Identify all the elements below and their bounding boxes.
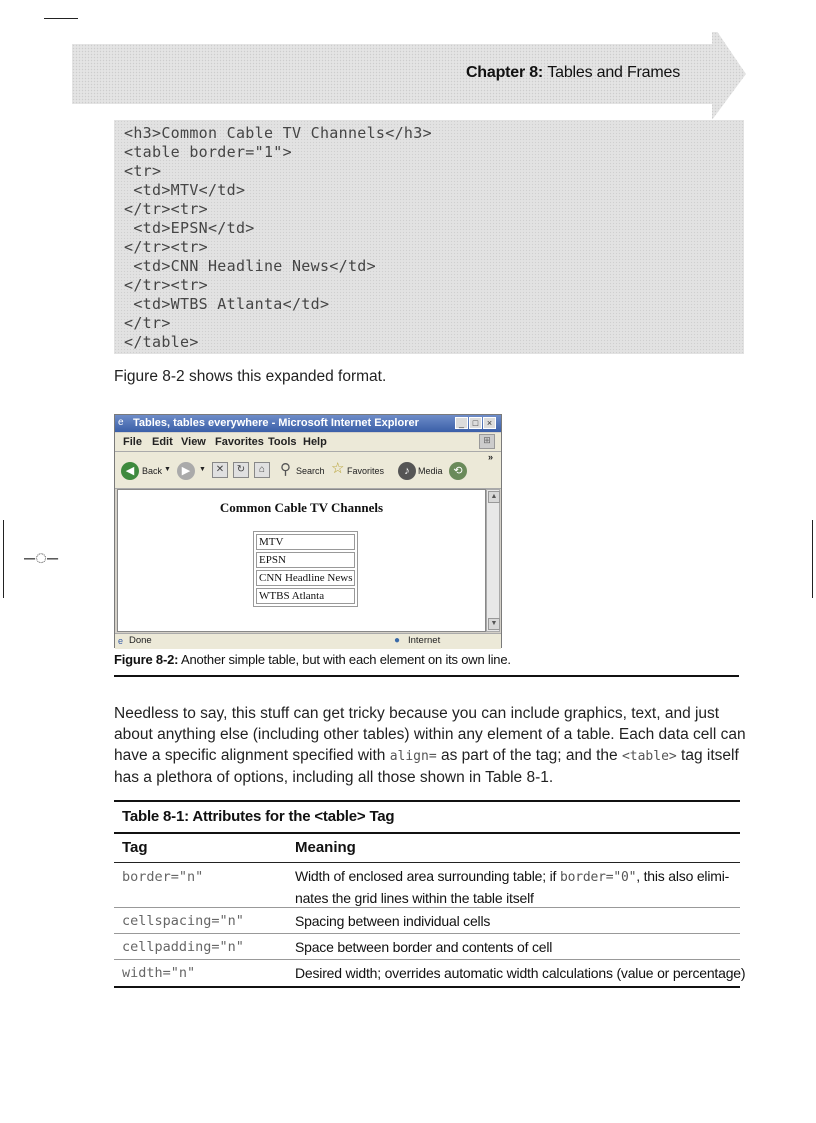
page-heading: Common Cable TV Channels [219, 500, 384, 515]
crop-line-right [812, 520, 813, 598]
menu-view[interactable]: View [181, 436, 206, 448]
crop-line-top [44, 18, 78, 19]
browser-toolbar [115, 452, 501, 489]
row-rule [114, 959, 740, 960]
paragraph-line [114, 745, 746, 767]
menu-bar [115, 433, 501, 452]
figure-caption-text: Another simple table, but with each element on its own line. [180, 652, 511, 667]
windows-logo-icon: ⊞ [479, 434, 495, 449]
table-cell: WTBS Atlanta [256, 588, 355, 604]
browser-titlebar [115, 415, 501, 432]
paragraph-line: Needless to say, this stuff can get tricky because you can include graphics, text, and just [114, 705, 720, 722]
media-button-label[interactable]: Media [418, 466, 443, 476]
paragraph-line: has a plethora of options, including all those shown in Table 8-1. [114, 769, 554, 786]
table-row [256, 588, 355, 604]
status-bar [115, 633, 501, 649]
favorites-button-label[interactable]: Favorites [347, 466, 385, 476]
favorites-star-icon[interactable]: ☆ [331, 460, 345, 477]
history-icon[interactable]: ⟲ [449, 462, 467, 480]
attr-meaning-cellspacing: Spacing between individual cells [295, 913, 491, 929]
search-button-label[interactable]: Search [296, 466, 325, 476]
code-line: </table> [124, 333, 199, 351]
menu-edit[interactable]: Edit [152, 436, 173, 448]
meaning-text: Width of enclosed area surrounding table; if [295, 868, 560, 884]
meaning-text: nates the grid lines within the table itself [295, 890, 534, 906]
scroll-up-icon[interactable]: ▲ [488, 491, 500, 503]
code-line: <td>WTBS Atlanta</td> [124, 295, 330, 313]
code-line: <td>EPSN</td> [124, 219, 255, 237]
code-listing [114, 120, 744, 354]
figure-caption [114, 652, 511, 667]
code-line: <td>CNN Headline News</td> [124, 257, 376, 275]
attr-tag-width: width="n" [122, 965, 196, 981]
chapter-label: Chapter 8: [465, 64, 544, 81]
refresh-icon[interactable]: ↻ [233, 462, 249, 478]
table-top-rule [114, 800, 740, 802]
browser-window [114, 414, 502, 648]
code-line: <td>MTV</td> [124, 181, 246, 199]
menu-favorites[interactable]: Favorites [215, 436, 264, 448]
body-paragraph [114, 703, 746, 788]
table-title: Table 8-1: Attributes for the <table> Tag [122, 808, 395, 825]
table-row [256, 570, 355, 586]
attr-tag-cellpadding: cellpadding="n" [122, 939, 244, 955]
attr-meaning-cellpadding: Space between border and contents of cell [295, 939, 553, 955]
header-rule [114, 862, 740, 863]
media-icon[interactable]: ♪ [398, 462, 416, 480]
vertical-scrollbar[interactable] [486, 489, 500, 632]
forward-dropdown-icon[interactable]: ▼ [199, 466, 206, 473]
back-dropdown-icon[interactable]: ▼ [164, 466, 171, 473]
registration-mark-icon: –◌– [24, 547, 59, 569]
stop-icon[interactable]: ✕ [212, 462, 228, 478]
inline-code: <table> [621, 749, 677, 764]
code-line: </tr><tr> [124, 238, 208, 256]
attr-tag-border: border="n" [122, 869, 204, 885]
paragraph-text: have a specific alignment specified with [114, 747, 390, 764]
attr-meaning-border [295, 866, 729, 908]
figure-label: Figure 8-2: [114, 652, 179, 667]
paragraph-text: tag itself [676, 747, 739, 764]
maximize-icon[interactable]: □ [469, 417, 482, 429]
attr-tag-cellspacing: cellspacing="n" [122, 913, 244, 929]
internet-globe-icon: ● [394, 635, 401, 646]
attr-meaning-width: Desired width; overrides automatic width calculations (value or percentage) [295, 965, 746, 981]
scroll-down-icon[interactable]: ▼ [488, 618, 500, 630]
row-rule [114, 933, 740, 934]
column-header-tag: Tag [122, 839, 148, 856]
table-title-rule [114, 832, 740, 834]
inline-code: border="0" [559, 870, 637, 885]
back-button-label[interactable]: Back [142, 466, 163, 476]
code-line: </tr> [124, 314, 171, 332]
minimize-icon[interactable]: _ [455, 417, 468, 429]
paragraph-line: about anything else (including other tables) within any element of a table. Each data cell can [114, 726, 746, 743]
page-done-icon: e [118, 636, 124, 646]
chapter-title-text: Tables and Frames [547, 64, 680, 81]
table-row-text [295, 866, 729, 888]
status-zone: Internet [408, 635, 441, 646]
row-rule [114, 907, 740, 908]
intro-sentence: Figure 8-2 shows this expanded format. [114, 368, 387, 385]
table-bottom-rule [114, 986, 740, 988]
column-header-meaning: Meaning [295, 839, 356, 856]
inline-code: align= [389, 749, 437, 764]
table-row [256, 534, 355, 550]
status-text: Done [129, 635, 152, 646]
back-icon[interactable]: ◀ [121, 462, 139, 480]
forward-icon[interactable]: ▶ [177, 462, 195, 480]
window-title: Tables, tables everywhere - Microsoft Internet Explorer [133, 417, 419, 429]
home-icon[interactable]: ⌂ [254, 462, 270, 478]
code-line: </tr><tr> [124, 200, 208, 218]
toolbar-more-chevron[interactable]: » [488, 452, 494, 462]
page-viewport [117, 489, 486, 632]
chapter-title [466, 64, 680, 82]
crop-line-left [3, 520, 4, 598]
menu-tools[interactable]: Tools [268, 436, 297, 448]
table-row [256, 552, 355, 568]
table-cell: MTV [256, 534, 355, 550]
paragraph-text: as part of the tag; and the [436, 747, 622, 764]
code-line: <table border="1"> [124, 143, 292, 161]
code-line: <h3>Common Cable TV Channels</h3> [124, 124, 432, 142]
table-cell: CNN Headline News [256, 570, 355, 586]
channels-table [253, 531, 358, 607]
search-icon[interactable]: ⚲ [280, 461, 291, 478]
caption-rule [114, 675, 739, 677]
table-cell: EPSN [256, 552, 355, 568]
code-line: <tr> [124, 162, 162, 180]
menu-help[interactable]: Help [303, 436, 327, 448]
code-line: </tr><tr> [124, 276, 208, 294]
close-icon[interactable]: × [483, 417, 496, 429]
menu-file[interactable]: File [123, 436, 142, 448]
meaning-text: , this also elimi- [636, 868, 730, 884]
ie-logo-icon: e [118, 417, 124, 428]
